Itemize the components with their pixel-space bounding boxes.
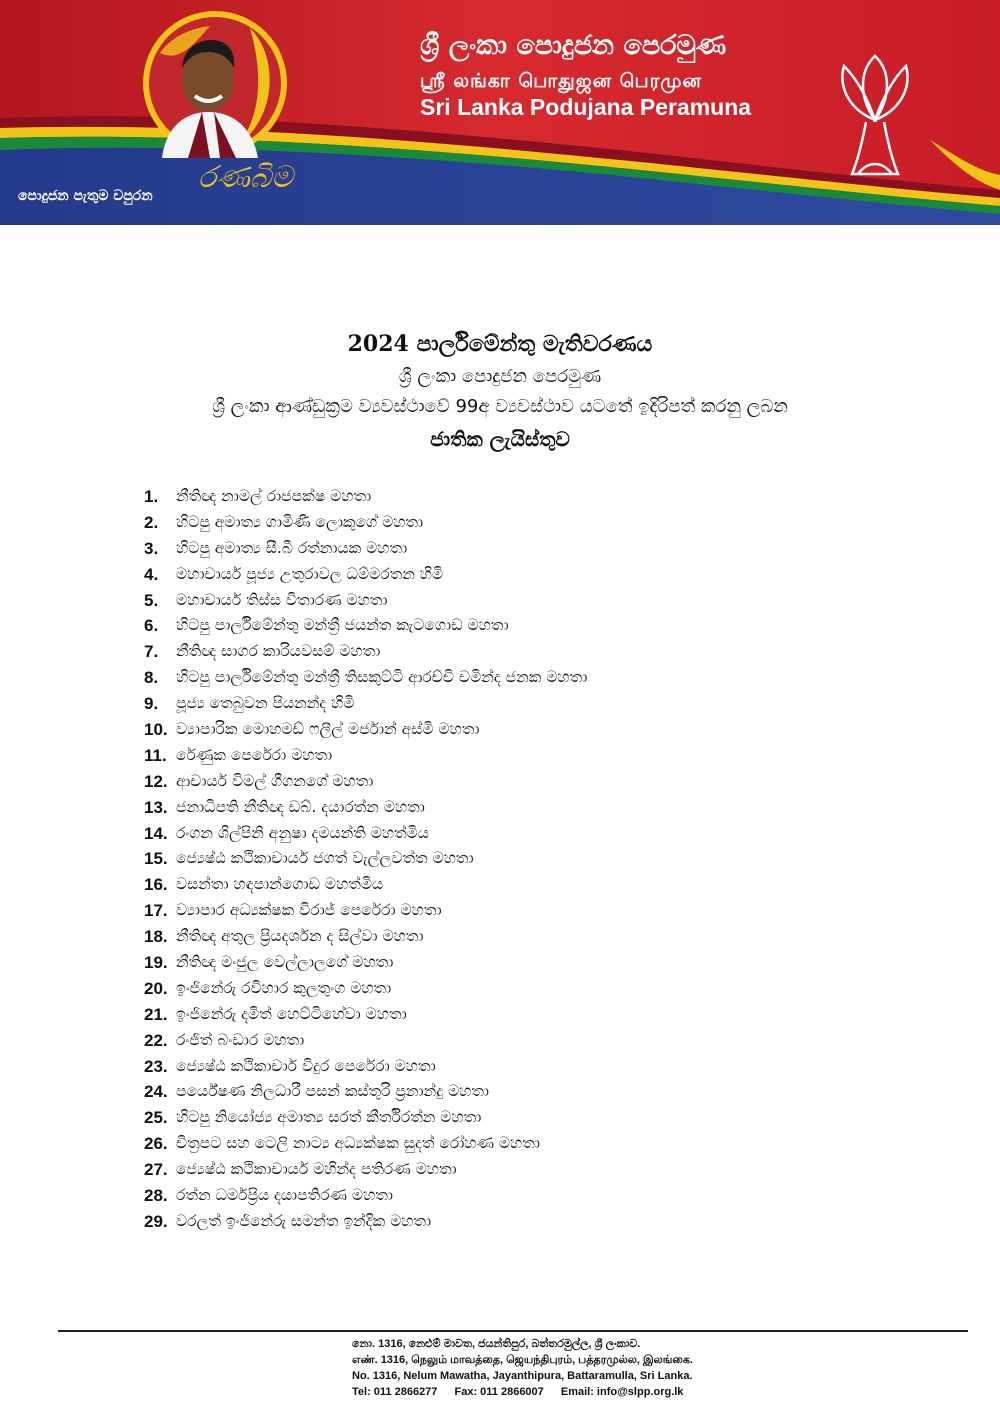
list-item-name: රත්න ධර්මප්‍රිය දයාපතිරණ මහතා bbox=[176, 1186, 393, 1205]
address-sinhala: නො. 1316, නෙළුම් මාවත, ජයන්තිපුර, බත්තරමුල්ල, ශ්‍රී ලංකාව. bbox=[352, 1338, 641, 1350]
list-item-number: 4. bbox=[144, 564, 159, 584]
list-item bbox=[144, 536, 587, 562]
address-tamil: எண். 1316, நெலும் மாவத்தை, ஜெயந்திபுரம், பத்தரமுல்ல, இலங்கை. bbox=[352, 1354, 693, 1366]
list-item-number: 1. bbox=[144, 487, 159, 506]
list-item bbox=[144, 872, 587, 898]
list-item-number: 24. bbox=[144, 1082, 168, 1102]
list-item-number: 28. bbox=[144, 1186, 168, 1206]
list-item bbox=[144, 1131, 587, 1157]
list-item-number: 14. bbox=[144, 823, 168, 843]
list-item-name: රේණුක පෙරේරා මහතා bbox=[176, 745, 333, 764]
list-item-number: 9. bbox=[144, 694, 159, 714]
list-item-number: 27. bbox=[144, 1160, 168, 1180]
list-item-number: 17. bbox=[144, 901, 168, 921]
list-item-name: නීතිඥ සාගර කාරියවසම් මහතා bbox=[176, 642, 381, 661]
list-item-number: 16. bbox=[144, 875, 168, 895]
list-item bbox=[144, 1209, 587, 1235]
constitution-reference: ශ්‍රී ලංකා ආණ්ඩුක්‍රම ව්‍යවස්ථාවේ 99අ ව්‍යවස්ථාව යටතේ ඉදිරිපත් කරනු ලබන bbox=[212, 396, 788, 417]
list-item-name: වසන්තා හඳපාන්ගොඩ මහත්මිය bbox=[176, 875, 384, 894]
list-item bbox=[144, 1054, 587, 1080]
list-item-number: 26. bbox=[144, 1134, 168, 1154]
national-list bbox=[144, 484, 587, 1235]
list-item bbox=[144, 562, 587, 588]
list-item-name: මහාචාර්ය පූජ්‍ය උතුරාවල ධම්මරතන හිමි bbox=[176, 564, 444, 583]
list-item-name: රංජිත් බංඩාර මහතා bbox=[176, 1030, 305, 1049]
slogan-script-text: රණබිම bbox=[198, 160, 293, 195]
list-item-name: ඉංජිනේරු දමිත් හෙට්ටිහේවා මහතා bbox=[176, 1004, 407, 1023]
list-item-number: 6. bbox=[144, 616, 159, 636]
list-item bbox=[144, 665, 587, 691]
list-item-number: 15. bbox=[144, 849, 168, 869]
list-item-name: ජ්‍යෙෂ්ඨ කථිකාචාර්ය මහින්ද පතිරණ මහතා bbox=[176, 1160, 457, 1179]
list-item-name: මහාචාර්ය තිස්ස විතාරණ මහතා bbox=[176, 590, 388, 609]
list-item-name: චිත්‍රපට සහ ටෙලි නාට්‍ය අධ්‍යක්ෂක සුදත් රෝහණ මහතා bbox=[176, 1134, 540, 1153]
fax-number: Fax: 011 2866007 bbox=[454, 1386, 544, 1398]
list-item-number: 3. bbox=[144, 538, 159, 558]
leader-portrait-icon bbox=[140, 8, 290, 158]
party-subtitle: ශ්‍රී ලංකා පොදුජන පෙරමුණ bbox=[398, 366, 602, 387]
list-item-name: නීතිඥ නාමල් රාජපක්ෂ මහතා bbox=[176, 487, 372, 505]
list-item-number: 23. bbox=[144, 1056, 168, 1076]
list-item-number: 7. bbox=[144, 642, 159, 662]
list-item-name: හිටපු නියෝජ්‍ය අමාත්‍ය සරත් කීර්තිරත්න මහතා bbox=[176, 1108, 482, 1127]
list-item-name: හිටපු පාර්ලිමේන්තු මන්ත්‍රී තිසකුට්ටි ආරච්චි චමින්ද ජනක මහතා bbox=[176, 668, 588, 687]
national-list-heading: ජාතික ලැයිස්තුව bbox=[430, 427, 570, 451]
list-item-number: 18. bbox=[144, 927, 168, 947]
election-title: 2024 පාර්ලිමේන්තු මැතිවරණය bbox=[347, 331, 653, 357]
list-item bbox=[144, 639, 587, 665]
party-name-english: Sri Lanka Podujana Peramuna bbox=[420, 94, 752, 120]
contact-line bbox=[352, 1384, 697, 1400]
list-item-name: ව්‍යාපාරික මොහමඩ් ෆලීල් මර්ජාන් අස්මි මහතා bbox=[176, 720, 480, 739]
list-item bbox=[144, 924, 587, 950]
list-item bbox=[144, 950, 587, 976]
telephone-number: Tel: 011 2866277 bbox=[352, 1386, 438, 1398]
list-item-name: හිටපු අමාත්‍ය සී.බී රත්නායක මහතා bbox=[176, 538, 408, 557]
footer-address-block bbox=[352, 1336, 697, 1400]
party-name-tamil: ஸ்ரீ லங்கா பொதுஜன பெரமுன bbox=[420, 70, 702, 92]
list-item bbox=[144, 717, 587, 743]
list-item bbox=[144, 976, 587, 1002]
party-name-sinhala: ශ්‍රී ලංකා පොදුජන පෙරමුණ bbox=[420, 30, 727, 61]
list-item-number: 13. bbox=[144, 797, 168, 817]
list-item bbox=[144, 484, 587, 510]
address-english: No. 1316, Nelum Mawatha, Jayanthipura, Battaramulla, Sri Lanka. bbox=[352, 1370, 693, 1382]
list-item-number: 25. bbox=[144, 1108, 168, 1128]
list-item-name: නීතිඥ මංජුල වෙල්ලාලගේ මහතා bbox=[176, 953, 394, 972]
list-item bbox=[144, 821, 587, 847]
list-item-name: පූජ්‍ය තෙබුවන පියනන්ද හිමි bbox=[176, 694, 355, 713]
list-item bbox=[144, 743, 587, 769]
list-item bbox=[144, 510, 587, 536]
list-item-number: 11. bbox=[144, 745, 167, 765]
list-item-number: 10. bbox=[144, 720, 168, 740]
email-address: Email: info@slpp.org.lk bbox=[560, 1386, 684, 1398]
list-item-name: පර්යේෂණ නිලධාරී පසන් කස්තුරි ප්‍රනාන්දු මහතා bbox=[176, 1082, 490, 1101]
list-item-name: වරලත් ඉංජිනේරු සමන්ත ඉන්දික මහතා bbox=[176, 1211, 432, 1230]
list-item-name: ජනාධිපති නීතිඥ ඩබ්. දයාරත්න මහතා bbox=[176, 797, 425, 816]
list-item-number: 8. bbox=[144, 668, 159, 688]
list-item-name: ජ්‍යෙෂ්ඨ කථිකාචාර්ය ජගත් වැල්ලවත්ත මහතා bbox=[176, 849, 474, 868]
list-item bbox=[144, 1079, 587, 1105]
list-item bbox=[144, 846, 587, 872]
list-item bbox=[144, 1183, 587, 1209]
list-item-name: ව්‍යාපාර අධ්‍යක්ෂක විරාජ් පෙරේරා මහතා bbox=[176, 901, 442, 920]
slogan-text: පොදුජන පැතුම වපුරන bbox=[18, 188, 153, 204]
document-title-block bbox=[0, 326, 1000, 456]
footer-divider bbox=[58, 1330, 968, 1332]
list-item-number: 21. bbox=[144, 1004, 168, 1024]
list-item bbox=[144, 1002, 587, 1028]
list-item bbox=[144, 898, 587, 924]
list-item-number: 12. bbox=[144, 771, 168, 791]
list-item-number: 22. bbox=[144, 1030, 168, 1050]
list-item bbox=[144, 588, 587, 614]
list-item-name: රංගන ශිල්පිනි අනුෂා දමයන්ති මහත්මිය bbox=[176, 823, 429, 842]
list-item bbox=[144, 691, 587, 717]
list-item bbox=[144, 1028, 587, 1054]
list-item-name: ජ්‍යෙෂ්ඨ කථිකාචාර් විදුර පෙරේරා මහතා bbox=[176, 1056, 436, 1075]
lotus-bud-logo-icon bbox=[830, 48, 920, 178]
list-item-name: ඉංජිනේරු රවිහාර කුලතුංග මහතා bbox=[176, 978, 392, 997]
list-item bbox=[144, 1105, 587, 1131]
header-banner bbox=[0, 0, 1000, 225]
list-item-number: 29. bbox=[144, 1211, 168, 1231]
list-item bbox=[144, 769, 587, 795]
list-item bbox=[144, 1157, 587, 1183]
list-item-name: හිටපු පාර්ලිමේන්තු මන්ත්‍රී ජයන්ත කැටගොඩ මහතා bbox=[176, 616, 509, 635]
list-item-name: නීතිඥ අතුල ප්‍රියදර්ශන ද සිල්වා මහතා bbox=[176, 927, 424, 946]
list-item-name: හිටපු අමාත්‍ය ගාමිණී ලොකුගේ මහතා bbox=[176, 512, 424, 531]
list-item bbox=[144, 613, 587, 639]
list-item-name: ආචාර්ය විමල් ගීගනගේ මහතා bbox=[176, 771, 374, 790]
list-item bbox=[144, 795, 587, 821]
list-item-number: 19. bbox=[144, 953, 168, 973]
list-item-number: 5. bbox=[144, 590, 159, 610]
list-item-number: 20. bbox=[144, 978, 168, 998]
list-item-number: 2. bbox=[144, 512, 159, 532]
